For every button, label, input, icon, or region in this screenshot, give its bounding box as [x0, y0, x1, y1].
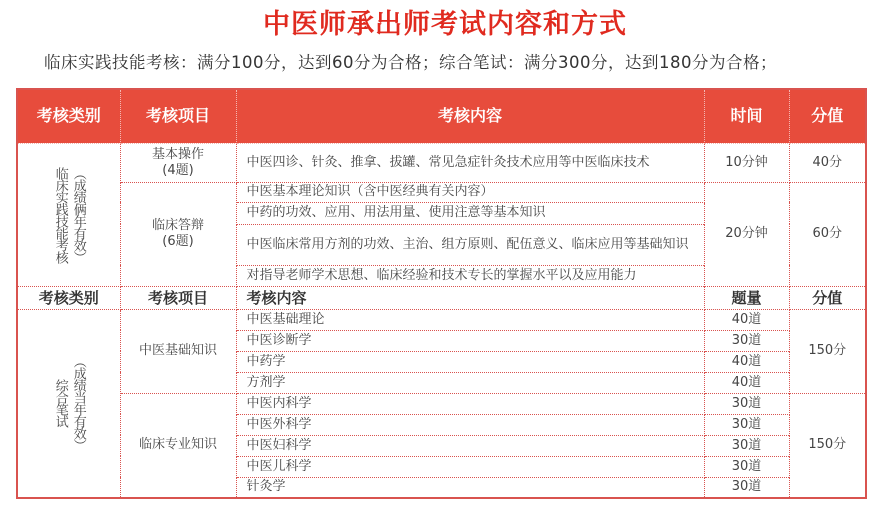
- category-validity: （成绩当年有效）: [70, 355, 86, 452]
- subject-name: 中医内科学: [236, 393, 704, 414]
- question-count: 30道: [704, 456, 789, 477]
- header-content: 考核内容: [236, 89, 704, 143]
- group-name: 中医基础知识: [120, 309, 236, 393]
- group-score: 150分: [789, 393, 866, 498]
- header-category: 考核类别: [17, 89, 120, 143]
- table-row: [17, 182, 866, 202]
- table-subheader: [17, 286, 866, 309]
- content-cell: 中药的功效、应用、用法用量、使用注意等基本知识: [236, 202, 704, 224]
- score-cell: 60分: [789, 182, 866, 286]
- table-row: [17, 143, 866, 182]
- question-count: 30道: [704, 477, 789, 498]
- subject-name: 针灸学: [236, 477, 704, 498]
- written-category: [17, 309, 120, 498]
- question-count: 30道: [704, 414, 789, 435]
- content-cell: 中医临床常用方剂的功效、主治、组方原则、配伍意义、临床应用等基础知识: [236, 224, 704, 265]
- subject-name: 中医基础理论: [236, 309, 704, 330]
- content-cell: 中医基本理论知识（含中医经典有关内容）: [236, 182, 704, 202]
- subject-name: 中医外科学: [236, 414, 704, 435]
- subject-name: 中医妇科学: [236, 435, 704, 456]
- question-count: 30道: [704, 393, 789, 414]
- group-name: 临床专业知识: [120, 393, 236, 498]
- subject-name: 中药学: [236, 351, 704, 372]
- table-row: [17, 309, 866, 330]
- subheader-item: 考核项目: [120, 286, 236, 309]
- passing-criteria: 临床实践技能考核：满分100分，达到60分为合格；综合笔试：满分300分，达到180分为合格；: [44, 53, 777, 72]
- question-count: 30道: [704, 435, 789, 456]
- subheader-score: 分值: [789, 286, 866, 309]
- header-item: 考核项目: [120, 89, 236, 143]
- category-validity: （成绩俩年有效）: [70, 166, 86, 263]
- subject-name: 中医诊断学: [236, 330, 704, 351]
- table-header: [17, 89, 866, 143]
- subject-name: 中医儿科学: [236, 456, 704, 477]
- subheader-count: 题量: [704, 286, 789, 309]
- subheader-category: 考核类别: [17, 286, 120, 309]
- category-name: 临床实践技能考核: [52, 166, 68, 263]
- question-count: 30道: [704, 330, 789, 351]
- category-name: 综合笔试: [52, 379, 68, 428]
- item-name: 临床答辩 (6题): [120, 182, 236, 286]
- item-name: 基本操作 (4题): [120, 143, 236, 182]
- content-cell: 中医四诊、针灸、推拿、拔罐、常见急症针灸技术应用等中医临床技术: [236, 143, 704, 182]
- page-title: 中医师承出师考试内容和方式: [263, 9, 627, 40]
- table-row: [17, 393, 866, 414]
- time-cell: 10分钟: [704, 143, 789, 182]
- question-count: 40道: [704, 351, 789, 372]
- score-cell: 40分: [789, 143, 866, 182]
- header-score: 分值: [789, 89, 866, 143]
- content-cell: 对指导老师学术思想、临床经验和技术专长的掌握水平以及应用能力: [236, 265, 704, 286]
- subheader-content: 考核内容: [236, 286, 704, 309]
- group-score: 150分: [789, 309, 866, 393]
- question-count: 40道: [704, 372, 789, 393]
- question-count: 40道: [704, 309, 789, 330]
- subject-name: 方剂学: [236, 372, 704, 393]
- practical-category: [17, 143, 120, 286]
- header-time: 时间: [704, 89, 789, 143]
- time-cell: 20分钟: [704, 182, 789, 286]
- exam-table: [16, 88, 867, 499]
